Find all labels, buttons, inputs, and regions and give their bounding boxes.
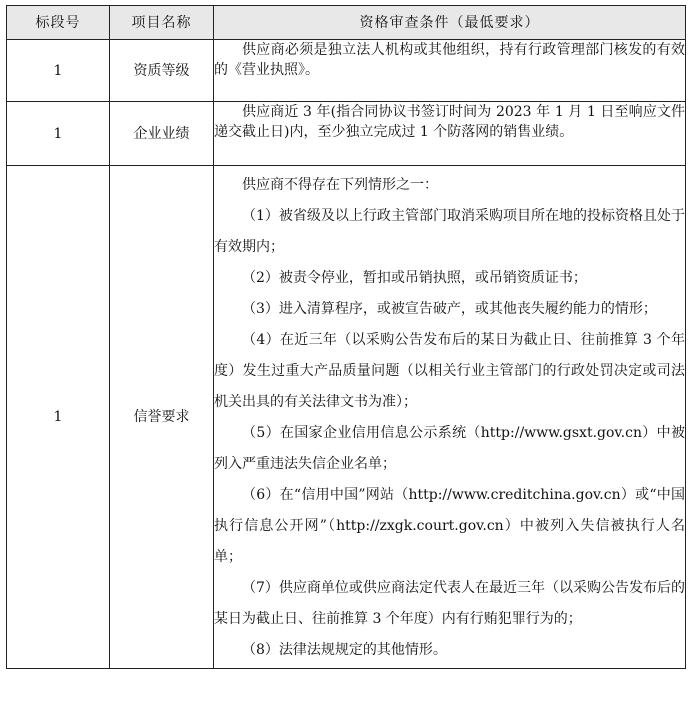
condition-item: （3）进入清算程序，或被宣告破产，或其他丧失履约能力的情形；	[242, 301, 657, 317]
table-row	[7, 166, 686, 669]
condition-item: （2）被责令停业，暂扣或吊销执照，或吊销资质证书；	[242, 270, 587, 286]
condition-text: 供应商必须是独立法人机构或其他组织，持有行政管理部门核发的有效的《营业执照》。	[214, 42, 685, 78]
table-row	[7, 40, 686, 102]
condition-item: （5）在国家企业信用信息公示系统（http://www.gsxt.gov.cn）中被列入严重违法失信企业名单；	[214, 425, 685, 472]
item-name-cell: 企业业绩	[110, 102, 214, 166]
header-condition: 资格审查条件（最低要求）	[214, 6, 686, 40]
condition-item: （1）被省级及以上行政主管部门取消采购项目所在地的投标资格且处于有效期内；	[214, 208, 685, 255]
item-name-cell: 信誉要求	[110, 166, 214, 669]
header-lot-no: 标段号	[7, 6, 110, 40]
qualification-table	[6, 5, 686, 669]
lot-no-cell: 1	[7, 40, 110, 102]
header-item-name: 项目名称	[110, 6, 214, 40]
table-header-row	[7, 6, 686, 40]
condition-cell	[214, 166, 686, 669]
condition-text: 供应商近 3 年(指合同协议书签订时间为 2023 年 1 月 1 日至响应文件递交截止日)内，至少独立完成过 1 个防落网的销售业绩。	[214, 104, 685, 140]
condition-item: （8）法律法规规定的其他情形。	[242, 642, 447, 658]
table-row	[7, 102, 686, 166]
condition-cell	[214, 102, 686, 166]
condition-item: （4）在近三年（以采购公告发布后的某日为截止日、往前推算 3 个年度）发生过重大产品质量问题（以相关行业主管部门的行政处罚决定或司法机关出具的有关法律文书为准）；	[214, 332, 685, 410]
item-name-cell: 资质等级	[110, 40, 214, 102]
condition-item: （6）在“信用中国”网站（http://www.creditchina.gov.cn）或“中国执行信息公开网”（http://zxgk.court.gov.cn）中被列入失信被执行人名单；	[214, 487, 685, 565]
condition-cell	[214, 40, 686, 102]
condition-intro: 供应商不得存在下列情形之一：	[242, 177, 438, 193]
lot-no-cell: 1	[7, 166, 110, 669]
lot-no-cell: 1	[7, 102, 110, 166]
condition-item: （7）供应商单位或供应商法定代表人在最近三年（以采购公告发布后的某日为截止日、往前推算 3 个年度）内有行贿犯罪行为的；	[214, 580, 685, 627]
